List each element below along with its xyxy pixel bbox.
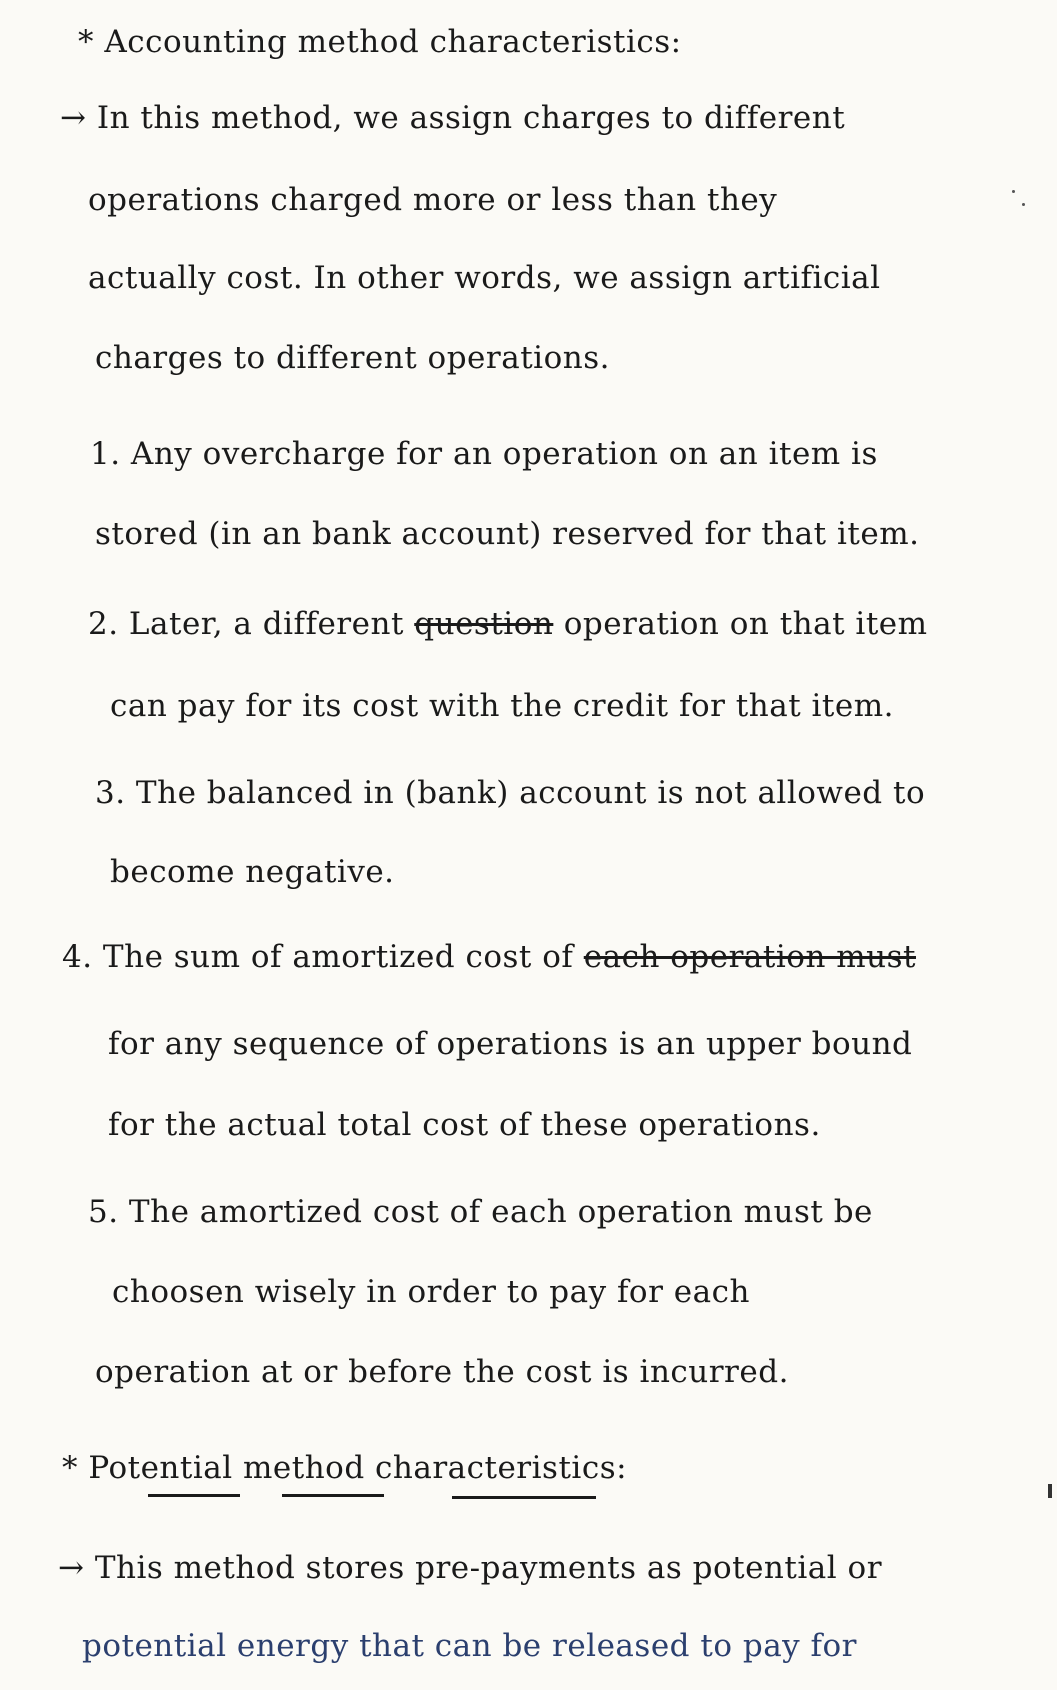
accounting-intro-line-2: operations charged more or less than they bbox=[88, 182, 778, 218]
point-5-line-1: 5. The amortized cost of each operation must be bbox=[88, 1194, 873, 1230]
scan-edge-mark bbox=[1048, 1484, 1052, 1498]
scan-speck bbox=[1022, 203, 1025, 206]
point-3-line-1: 3. The balanced in (bank) account is not allowed to bbox=[95, 775, 926, 811]
point-1-line-1: 1. Any overcharge for an operation on an item is bbox=[90, 436, 878, 472]
point-5-line-2: choosen wisely in order to pay for each bbox=[112, 1274, 750, 1310]
characteristics-underline bbox=[452, 1496, 596, 1499]
potential-intro-line-1: → This method stores pre-payments as potential or bbox=[58, 1550, 883, 1586]
potential-underline bbox=[148, 1494, 240, 1497]
point-4-line-1 bbox=[62, 937, 916, 977]
point-3-line-2: become negative. bbox=[110, 854, 395, 890]
potential-heading: * Potential method characteristics: bbox=[62, 1450, 628, 1486]
accounting-heading: * Accounting method characteristics: bbox=[78, 24, 682, 60]
point-2-text-a: 2. Later, a different bbox=[88, 606, 404, 642]
point-2-line-2: can pay for its cost with the credit for that item. bbox=[110, 688, 894, 724]
point-4-text-a: 4. The sum of amortized cost of bbox=[62, 939, 574, 975]
point-2-text-b: operation on that item bbox=[563, 606, 928, 642]
point-2-struck-word: question bbox=[414, 606, 554, 642]
point-4-line-3: for the actual total cost of these operations. bbox=[108, 1107, 821, 1143]
point-1-line-2: stored (in an bank account) reserved for that item. bbox=[95, 516, 920, 552]
point-4-line-2: for any sequence of operations is an upper bound bbox=[108, 1026, 913, 1062]
accounting-intro-line-3: actually cost. In other words, we assign artificial bbox=[88, 260, 881, 296]
point-2-line-1 bbox=[88, 604, 928, 644]
point-4-struck-text: each operation must bbox=[583, 939, 916, 975]
scan-speck bbox=[1012, 190, 1015, 193]
method-underline bbox=[282, 1494, 384, 1497]
potential-intro-line-2: potential energy that can be released to pay for bbox=[82, 1628, 857, 1664]
accounting-intro-line-1: → In this method, we assign charges to different bbox=[60, 100, 846, 136]
point-5-line-3: operation at or before the cost is incurred. bbox=[95, 1354, 789, 1390]
accounting-intro-line-4: charges to different operations. bbox=[95, 340, 610, 376]
